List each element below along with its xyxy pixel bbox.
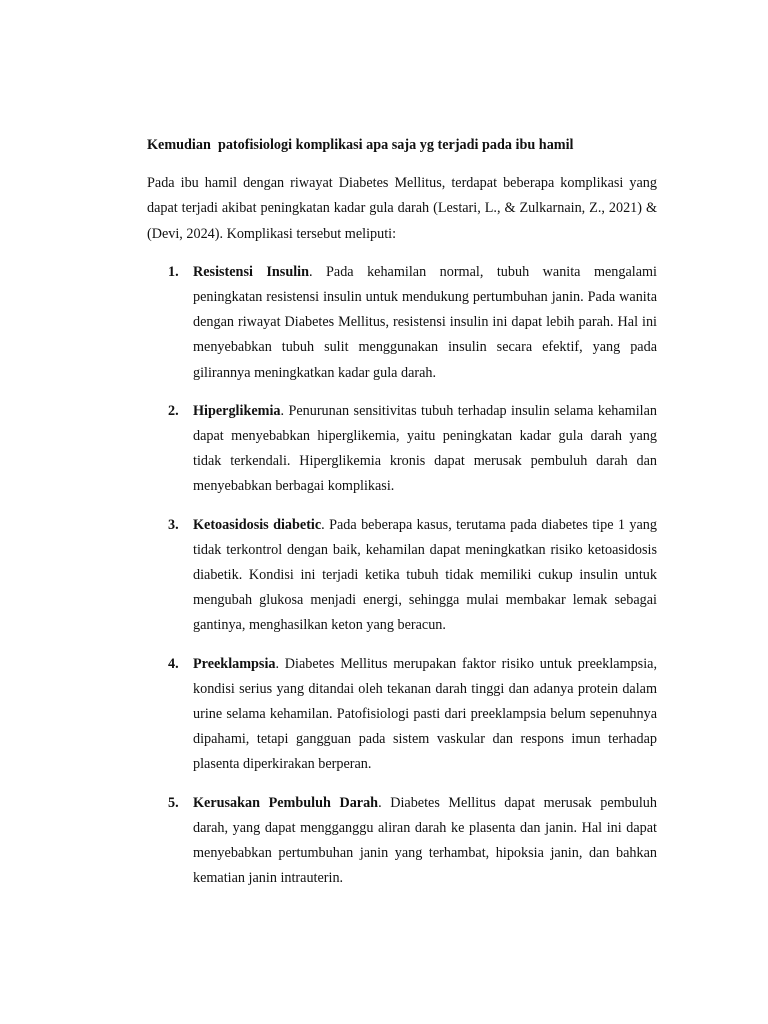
list-item <box>147 652 657 778</box>
item-text: . Pada kehamilan normal, tubuh wanita mengalami peningkatan resistensi insulin untuk mendukung pertumbuhan janin. Pada wanita dengan riwayat Diabetes Mellitus, resistensi insulin ini dapat lebih parah. Hal ini menyebabkan tubuh sulit menggunakan insulin secara efektif, yang pada gilirannya meningkatkan kadar gula darah. <box>193 263 657 381</box>
item-text: . Diabetes Mellitus dapat merusak pembuluh darah, yang dapat mengganggu aliran darah ke plasenta dan janin. Hal ini dapat menyebabkan pertumbuhan janin yang terhambat, hipoksia janin, dan bahkan kematian janin intrauterin. <box>193 794 657 887</box>
section-heading: Kemudian patofisiologi komplikasi apa saja yg terjadi pada ibu hamil <box>147 137 574 153</box>
complication-list <box>147 260 657 892</box>
item-text: . Pada beberapa kasus, terutama pada diabetes tipe 1 yang tidak terkontrol dengan baik, kehamilan dapat meningkatkan risiko ketoasidosis diabetik. Kondisi ini terjadi ketika tubuh tidak memiliki cukup insulin untuk mengubah glukosa menjadi energi, sehingga mulai membakar lemak sebagai gantinya, menghasilkan keton yang beracun. <box>193 516 657 634</box>
item-term: Kerusakan Pembuluh Darah <box>193 794 379 811</box>
item-number: 4. <box>168 655 179 672</box>
item-number: 1. <box>168 263 179 280</box>
item-term: Ketoasidosis diabetic <box>193 516 322 533</box>
list-item <box>147 260 657 386</box>
item-term: Resistensi Insulin <box>193 263 309 280</box>
document-body <box>147 133 657 904</box>
intro-paragraph: Pada ibu hamil dengan riwayat Diabetes Mellitus, terdapat beberapa komplikasi yang dapat terjadi akibat peningkatan kadar gula darah (Lestari, L., & Zulkarnain, Z., 2021) & (Devi, 2024). Komplikasi tersebut meliputi: <box>147 175 657 242</box>
list-item <box>147 791 657 892</box>
list-item <box>147 513 657 639</box>
item-term: Preeklampsia <box>193 655 276 672</box>
list-item <box>147 399 657 500</box>
item-number: 3. <box>168 516 179 533</box>
item-term: Hiperglikemia <box>193 402 281 419</box>
item-number: 5. <box>168 794 179 811</box>
item-text: . Diabetes Mellitus merupakan faktor risiko untuk preeklampsia, kondisi serius yang ditandai oleh tekanan darah tinggi dan adanya protein dalam urine selama kehamilan. Patofisiologi pasti dari preeklampsia belum sepenuhnya dipahami, tetapi gangguan pada sistem vaskular dan respons imun terhadap plasenta diperkirakan berperan. <box>193 655 657 773</box>
item-number: 2. <box>168 402 179 419</box>
item-text: . Penurunan sensitivitas tubuh terhadap insulin selama kehamilan dapat menyebabkan hiperglikemia, yaitu peningkatan kadar gula darah yang tidak terkendali. Hiperglikemia kronis dapat merusak pembuluh darah dan menyebabkan berbagai komplikasi. <box>193 402 657 495</box>
